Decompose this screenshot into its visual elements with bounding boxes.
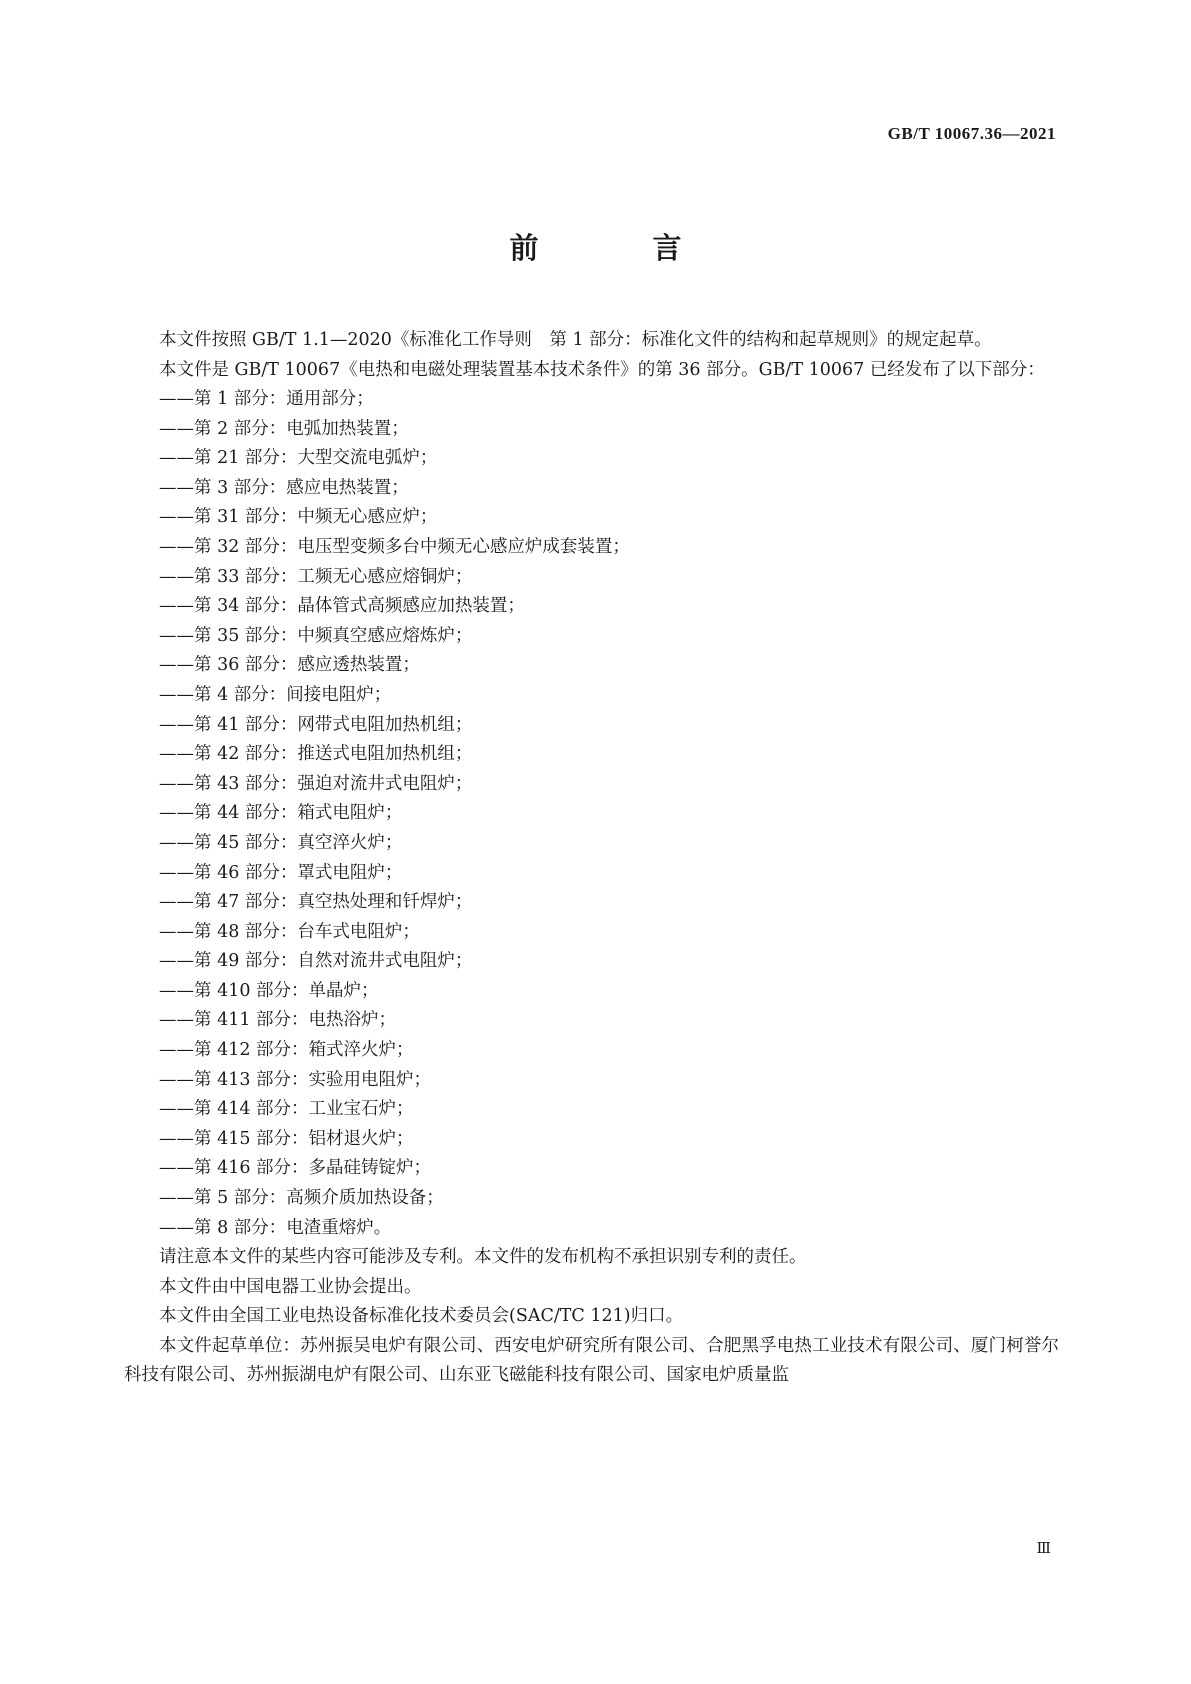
- list-item: ——第 45 部分：真空淬火炉；: [159, 832, 403, 853]
- page-title: 前 言: [509, 231, 734, 265]
- list-item: ——第 8 部分：电渣重熔炉。: [159, 1217, 392, 1238]
- list-item: ——第 413 部分：实验用电阻炉；: [159, 1069, 432, 1090]
- page-number: Ⅲ: [1036, 1541, 1051, 1557]
- list-item: ——第 415 部分：铝材退火炉；: [159, 1128, 414, 1149]
- list-item: ——第 5 部分：高频介质加热设备；: [159, 1188, 444, 1209]
- list-item: ——第 21 部分：大型交流电弧炉；: [159, 448, 438, 469]
- standard-code: GB/T 10067.36—2021: [887, 124, 1056, 143]
- parts-list: [124, 385, 1059, 1243]
- list-item: ——第 34 部分：晶体管式高频感应加热装置；: [159, 596, 525, 617]
- list-item: ——第 41 部分：网带式电阻加热机组；: [159, 714, 473, 735]
- list-item: ——第 2 部分：电弧加热装置；: [159, 418, 409, 439]
- intro-paragraph: 本文件是 GB/T 10067《电热和电磁处理装置基本技术条件》的第 36 部分。GB/T 10067 已经发布了以下部分：: [159, 359, 1045, 380]
- list-item: ——第 3 部分：感应电热装置；: [159, 477, 409, 498]
- list-item: ——第 32 部分：电压型变频多台中频无心感应炉成套装置；: [159, 536, 630, 557]
- list-item: ——第 42 部分：推送式电阻加热机组；: [159, 744, 473, 765]
- intro-paragraph: 本文件按照 GB/T 1.1—2020《标准化工作导则 第 1 部分：标准化文件的结构和起草规则》的规定起草。: [159, 330, 992, 350]
- list-item: ——第 4 部分：间接电阻炉；: [159, 684, 392, 705]
- list-item: ——第 46 部分：罩式电阻炉；: [159, 862, 403, 883]
- list-item: ——第 49 部分：自然对流井式电阻炉；: [159, 951, 473, 972]
- list-item: ——第 44 部分：箱式电阻炉；: [159, 803, 403, 824]
- list-item: ——第 33 部分：工频无心感应熔铜炉；: [159, 566, 473, 587]
- list-item: ——第 35 部分：中频真空感应熔炼炉；: [159, 625, 473, 646]
- list-item: ——第 31 部分：中频无心感应炉；: [159, 507, 438, 528]
- list-item: ——第 412 部分：箱式淬火炉；: [159, 1040, 414, 1061]
- list-item: ——第 36 部分：感应透热装置；: [159, 655, 420, 676]
- list-item: ——第 416 部分：多晶硅铸锭炉；: [159, 1158, 432, 1179]
- list-item: ——第 414 部分：工业宝石炉；: [159, 1099, 414, 1120]
- list-item: ——第 43 部分：强迫对流井式电阻炉；: [159, 773, 473, 794]
- list-item: ——第 1 部分：通用部分；: [159, 389, 374, 409]
- list-item: ——第 47 部分：真空热处理和钎焊炉；: [159, 892, 473, 913]
- patent-notice: 请注意本文件的某些内容可能涉及专利。本文件的发布机构不承担识别专利的责任。: [159, 1247, 807, 1268]
- document-body: [124, 326, 1059, 1391]
- committee-statement: 本文件由全国工业电热设备标准化技术委员会(SAC/TC 121)归口。: [159, 1306, 684, 1327]
- list-item: ——第 48 部分：台车式电阻炉；: [159, 921, 420, 942]
- list-item: ——第 410 部分：单晶炉；: [159, 980, 379, 1001]
- drafting-units: 本文件起草单位：苏州振吴电炉有限公司、西安电炉研究所有限公司、合肥黑孚电热工业技术有限公司、厦门柯誉尔科技有限公司、苏州振湖电炉有限公司、山东亚飞磁能科技有限公司、国家电炉质量监: [124, 1335, 1059, 1386]
- proposer-statement: 本文件由中国电器工业协会提出。: [159, 1276, 422, 1297]
- list-item: ——第 411 部分：电热浴炉；: [159, 1010, 397, 1031]
